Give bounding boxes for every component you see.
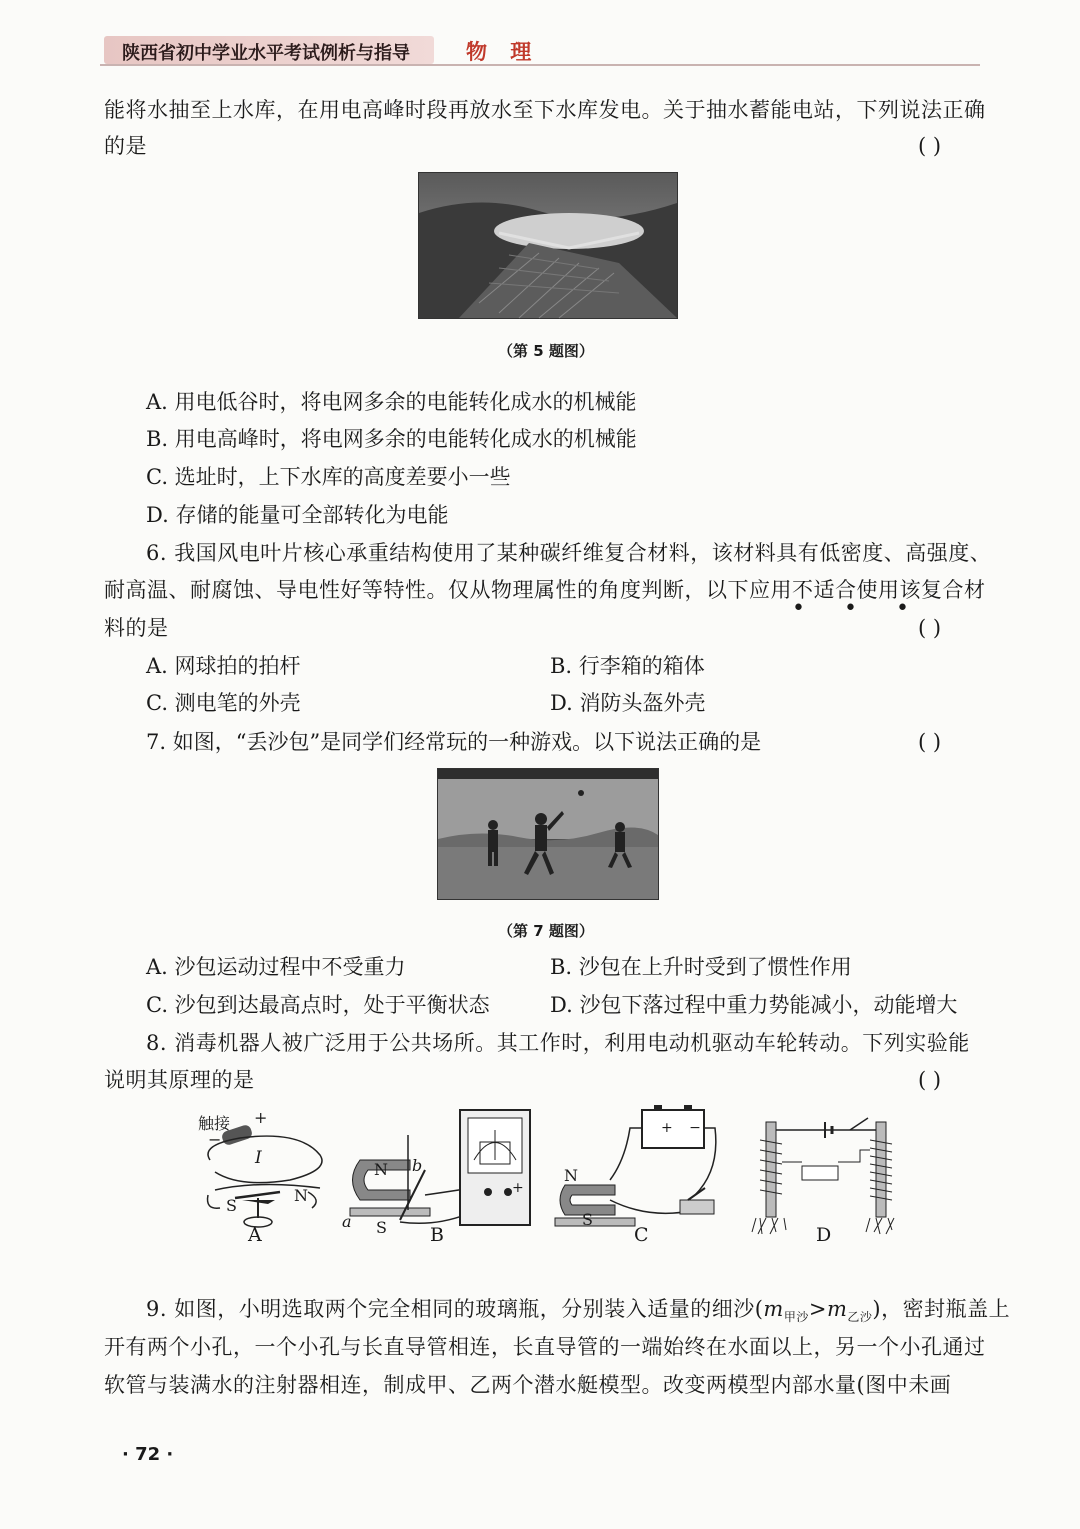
- q6-text-line2: 耐高温、耐腐蚀、导电性好等特性。仅从物理属性的角度判断，以下应用不适合使用该复合材: [104, 578, 986, 602]
- q5-text-line1: 能将水抽至上水库，在用电高峰时段再放水至下水库发电。关于抽水蓄能电站，下列说法正确: [104, 98, 986, 122]
- q7-option-a[interactable]: A. 沙包运动过程中不受重力: [146, 955, 406, 979]
- q6-answer-paren[interactable]: ( ): [918, 616, 942, 640]
- diagram-b-s: S: [376, 1218, 387, 1237]
- q9-m2: m: [826, 1297, 848, 1321]
- page-number: · 72 ·: [122, 1444, 174, 1465]
- q8-answer-paren[interactable]: ( ): [918, 1068, 942, 1092]
- q9-m1: m: [763, 1297, 784, 1321]
- q7-sandbag-photo: [437, 768, 659, 900]
- book-title: 陕西省初中学业水平考试例析与指导: [122, 43, 410, 64]
- q9-gt: >: [808, 1297, 827, 1321]
- diagram-a-current: I: [255, 1148, 262, 1168]
- q7-option-d[interactable]: D. 沙包下落过程中重力势能减小，动能增大: [550, 993, 958, 1017]
- q6-text-line1: 6. 我国风电叶片核心承重结构使用了某种碳纤维复合材料，该材料具有低密度、高强度、: [146, 541, 992, 565]
- q6-text-line3: 料的是: [104, 616, 169, 640]
- diagram-c-s: S: [582, 1210, 593, 1229]
- diagram-letter-d: D: [816, 1224, 832, 1246]
- diagram-a-minus: −: [208, 1130, 222, 1149]
- q5-text-line2: 的是: [104, 134, 147, 158]
- q6-option-a[interactable]: A. 网球拍的拍杆: [146, 654, 301, 678]
- reservoir-image: [419, 173, 677, 318]
- diagram-b-a: a: [342, 1212, 352, 1231]
- subject-title: 物 理: [466, 39, 540, 64]
- q6-option-d[interactable]: D. 消防头盔外壳: [550, 691, 706, 715]
- q7-text-line1: 7. 如图，“丢沙包”是同学们经常玩的一种游戏。以下说法正确的是: [146, 730, 762, 754]
- q6-option-b[interactable]: B. 行李箱的箱体: [550, 654, 705, 678]
- diagram-letter-c: C: [634, 1224, 649, 1246]
- header-divider: [100, 64, 980, 66]
- diagram-letter-a: A: [248, 1224, 262, 1246]
- emphasis-dots: • • •: [792, 596, 925, 621]
- q9-text-line1: [104, 1296, 1011, 1330]
- q9-text-line3: 软管与装满水的注射器相连，制成甲、乙两个潜水艇模型。改变两模型内部水量(图中未画: [104, 1373, 952, 1397]
- q9-text-pre: 9. 如图，小明选取两个完全相同的玻璃瓶，分别装入适量的细沙(: [146, 1297, 764, 1321]
- q7-option-b[interactable]: B. 沙包在上升时受到了惯性作用: [550, 955, 852, 979]
- diagram-b-induction: [340, 1100, 540, 1240]
- diagram-b-plus: +: [512, 1180, 524, 1196]
- q9-text-post: )，密封瓶盖上: [872, 1297, 1011, 1321]
- q8-text-line1: 8. 消毒机器人被广泛用于公共场所。其工作时，利用电动机驱动车轮转动。下列实验能: [146, 1031, 970, 1055]
- diagram-a-touch-label: 触接: [198, 1114, 231, 1133]
- q7-answer-paren[interactable]: ( ): [918, 730, 942, 754]
- diagram-b-n: N: [374, 1160, 388, 1179]
- sandbag-game-image: [438, 769, 658, 899]
- diagram-d-electromagnet: [740, 1100, 910, 1240]
- diagram-a-n: N: [294, 1186, 308, 1205]
- q5-reservoir-photo: [418, 172, 678, 319]
- q7-option-c[interactable]: C. 沙包到达最高点时，处于平衡状态: [146, 993, 490, 1017]
- q5-option-d[interactable]: D. 存储的能量可全部转化为电能: [146, 503, 449, 527]
- q8-diagrams: [180, 1100, 920, 1246]
- diagram-a-s: S: [226, 1196, 237, 1215]
- q9-sub1: 甲沙: [783, 1310, 809, 1325]
- q7-figure-caption: （第 7 题图）: [498, 922, 594, 940]
- diagram-c-battery: + −: [661, 1120, 707, 1136]
- diagram-a-plus: +: [254, 1108, 268, 1127]
- q8-text-line2: 说明其原理的是: [104, 1068, 255, 1092]
- q5-option-c[interactable]: C. 选址时，上下水库的高度差要小一些: [146, 465, 511, 489]
- q9-sub2: 乙沙: [847, 1310, 873, 1325]
- q9-text-line2: 开有两个小孔，一个小孔与长直导管相连，长直导管的一端始终在水面以上，另一个小孔通过: [104, 1335, 986, 1359]
- diagram-letter-b: B: [430, 1224, 444, 1246]
- diagram-c-n: N: [564, 1166, 578, 1185]
- diagram-b-b: b: [412, 1156, 423, 1175]
- q5-option-b[interactable]: B. 用电高峰时，将电网多余的电能转化成水的机械能: [146, 427, 637, 451]
- q6-option-c[interactable]: C. 测电笔的外壳: [146, 691, 301, 715]
- q5-option-a[interactable]: A. 用电低谷时，将电网多余的电能转化成水的机械能: [146, 390, 637, 414]
- q5-answer-paren[interactable]: ( ): [918, 134, 942, 158]
- q5-figure-caption: （第 5 题图）: [498, 342, 594, 360]
